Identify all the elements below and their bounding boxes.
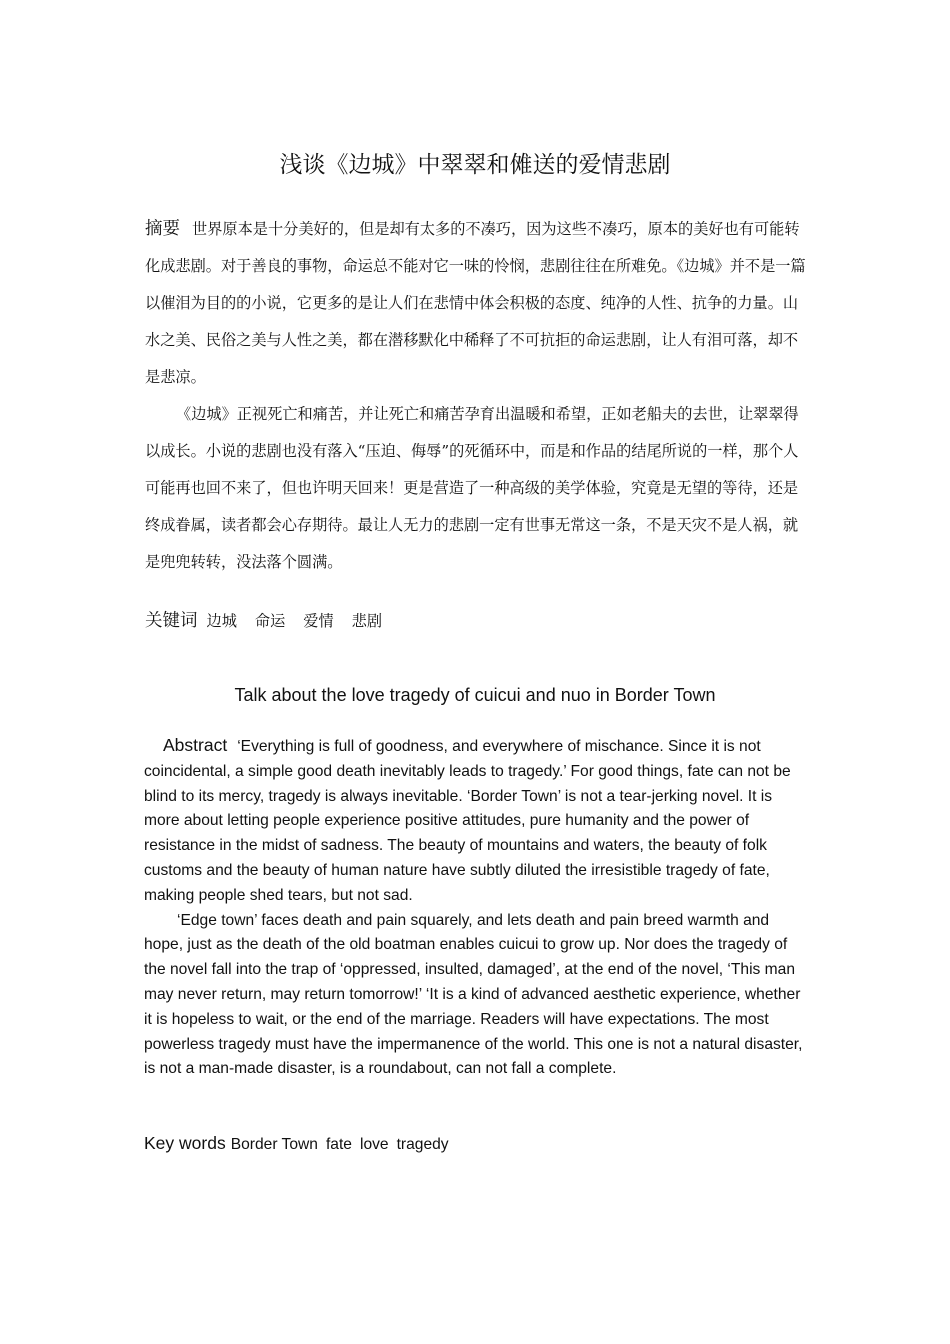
chinese-abstract-text-1: 世界原本是十分美好的，但是却有太多的不凑巧，因为这些不凑巧，原本的美好也有可能转化成悲剧。对于善良的事物，命运总不能对它一味的怜悯，悲剧往往在所难免。《边城》并不是一篇以催泪为目的的小说，它更多的是让人们在悲情中体会积极的态度、纯净的人性、抗争的力量。山水之美、民俗之美与人性之美，都在潜移默化中稀释了不可抗拒的命运悲剧，让人有泪可落，却不是悲凉。 xyxy=(145,220,806,386)
english-abstract-label: Abstract xyxy=(163,735,228,755)
english-abstract xyxy=(144,733,808,1082)
english-keywords-label: Key words xyxy=(144,1133,226,1153)
chinese-abstract-label: 摘要 xyxy=(145,219,180,239)
english-keyword: Border Town xyxy=(230,1136,318,1153)
english-abstract-paragraph-1 xyxy=(144,733,808,909)
chinese-title: 浅谈《边城》中翠翠和傩送的爱情悲剧 xyxy=(279,152,671,178)
english-keyword: fate xyxy=(325,1136,352,1153)
chinese-abstract-paragraph-1 xyxy=(145,211,807,396)
chinese-keyword: 爱情 xyxy=(303,612,334,630)
chinese-abstract-paragraph-2: 《边城》正视死亡和痛苦，并让死亡和痛苦孕育出温暖和希望，正如老船夫的去世，让翠翠得以成长。小说的悲剧也没有落入“压迫、侮辱”的死循环中，而是和作品的结尾所说的一样，那个人可能再也回不来了，但也许明天回来！更是营造了一种高级的美学体验，究竟是无望的等待，还是终成眷属，读者都会心存期待。最让人无力的悲剧一定有世事无常这一条，不是天灾不是人祸，就是兜兜转转，没法落个圆满。 xyxy=(145,405,799,571)
english-abstract-text-1: ‘Everything is full of goodness, and everywhere of mischance. Since it is not coincidental, a simple good death inevitably leads to tragedy.’ For good things, fate can not be blind to its mercy, tragedy is always inevitable. ‘Border Town’ is not a tear-jerking novel. It is more about letting people experience positive attitudes, pure humanity and the power of resistance in the midst of sadness. The beauty of mountains and waters, the beauty of folk customs and the beauty of human nature have subtly diluted the irresistible tragedy of fate, making people shed tears, but not sad. xyxy=(144,738,791,904)
english-title: Talk about the love tragedy of cuicui and nuo in Border Town xyxy=(234,685,716,705)
english-abstract-paragraph-2: ‘Edge town’ faces death and pain squarely, and lets death and pain breed warmth and hope, just as the death of the old boatman enables cuicui to grow up. Nor does the tragedy of the novel fall into the trap of ‘oppressed, insulted, damaged’, at the end of the novel, ‘This man may never return, may return tomorrow!’ ‘It is a kind of advanced aesthetic experience, whether it is hopeless to wait, or the end of the marriage. Readers will have expectations. The most powerless tragedy must have the impermanence of the world. This one is not a natural disaster, is not a man-made disaster, is a roundabout, can not fall a complete. xyxy=(144,911,803,1078)
english-keyword: love xyxy=(359,1136,389,1153)
chinese-keyword: 命运 xyxy=(254,612,286,630)
english-keywords xyxy=(144,1131,808,1158)
chinese-keyword: 悲剧 xyxy=(351,612,382,630)
english-keyword: tragedy xyxy=(396,1136,449,1153)
chinese-keywords-label: 关键词 xyxy=(145,611,198,631)
chinese-abstract xyxy=(145,211,807,581)
chinese-keywords xyxy=(145,603,807,640)
chinese-keyword: 边城 xyxy=(206,612,237,630)
